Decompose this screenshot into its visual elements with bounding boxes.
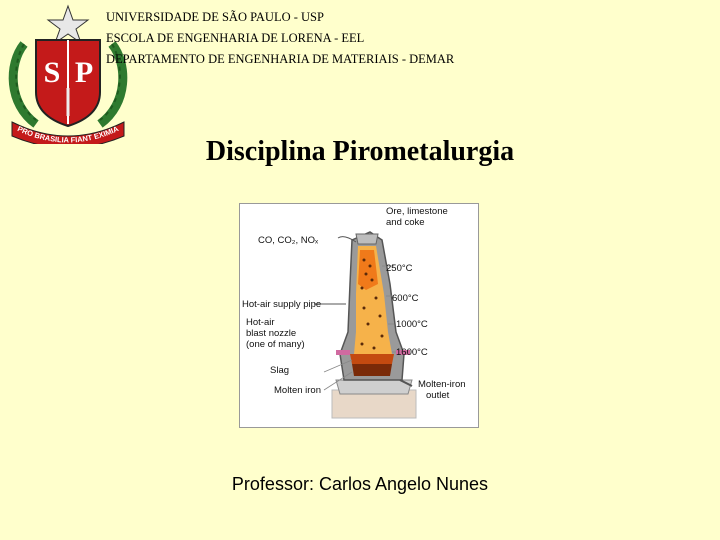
crest-motto: PRO BRASILIA FIANT EXIMIA <box>16 124 120 144</box>
label-and-coke: and coke <box>386 217 425 228</box>
crest-monogram-left: S <box>43 56 61 89</box>
label-temp-600: 600°C <box>392 293 419 304</box>
label-outlet-line2: outlet <box>426 390 450 401</box>
label-temp-1600: 1600°C <box>396 347 428 358</box>
sao-paulo-crest-logo <box>6 4 130 144</box>
page-title: Disciplina Pirometalurgia <box>205 136 515 167</box>
label-exhaust-gases: CO, CO₂, NOₓ <box>258 235 319 246</box>
blast-furnace-figure <box>239 203 479 428</box>
label-molten-iron: Molten iron <box>274 385 321 396</box>
header-school: ESCOLA DE ENGENHARIA DE LORENA - EEL <box>106 31 365 45</box>
crest-monogram-right: P <box>74 56 94 89</box>
professor-name: Professor: Carlos Angelo Nunes <box>231 474 489 494</box>
label-supply-pipe: Hot-air supply pipe <box>242 299 322 310</box>
label-temp-1000: 1000°C <box>396 319 428 330</box>
label-nozzle-line1: Hot-air <box>246 317 275 328</box>
label-nozzle-line2: blast nozzle <box>246 328 297 339</box>
slag-layer <box>350 354 394 364</box>
header-university: UNIVERSIDADE DE SÃO PAULO - USP <box>106 10 324 24</box>
label-ore-limestone: Ore, limestone <box>386 206 448 217</box>
header-department: DEPARTAMENTO DE ENGENHARIA DE MATERIAIS - DEMAR <box>106 52 455 66</box>
label-outlet-line1: Molten-iron <box>418 379 466 390</box>
label-temp-250: 250°C <box>386 263 413 274</box>
molten-iron-pool <box>352 364 392 376</box>
label-slag: Slag <box>270 365 290 376</box>
label-nozzle-line3: (one of many) <box>246 339 305 350</box>
